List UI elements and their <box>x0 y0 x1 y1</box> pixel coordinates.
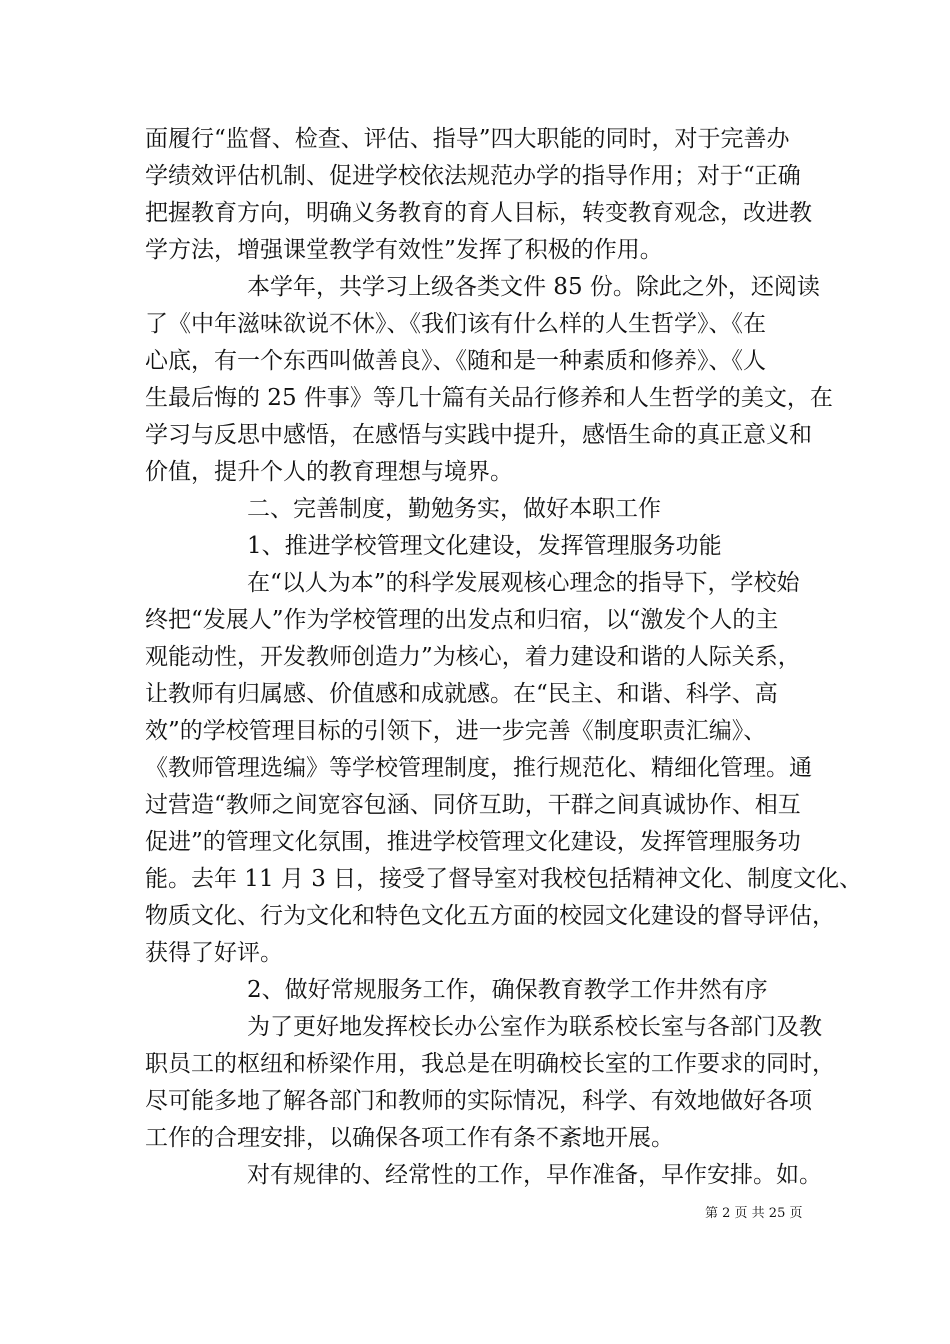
paragraph-line: 为了更好地发挥校长办公室作为联系校长室与各部门及教 <box>247 1014 822 1040</box>
paragraph-line: 工作的合理安排，以确保各项工作有条不紊地开展。 <box>145 1125 674 1151</box>
paragraph-line: 在“以人为本”的科学发展观核心理念的指导下，学校始 <box>247 570 800 596</box>
paragraph-line: 面履行“监督、检查、评估、指导”四大职能的同时，对于完善办 <box>145 126 790 152</box>
paragraph-line: 生最后悔的 25 件事》等几十篇有关品行修养和人生哲学的美文，在 <box>145 385 833 411</box>
subsection-heading: 1、推进学校管理文化建设，发挥管理服务功能 <box>247 533 722 559</box>
paragraph-line: 学方法，增强课堂教学有效性”发挥了积极的作用。 <box>145 237 663 263</box>
paragraph-line: 物质文化、行为文化和特色文化五方面的校园文化建设的督导评估， <box>145 903 835 929</box>
paragraph-line: 让教师有归属感、价值感和成就感。在“民主、和谐、科学、高 <box>145 681 778 707</box>
paragraph-line: 获得了好评。 <box>145 940 283 966</box>
paragraph-line: 本学年，共学习上级各类文件 85 份。除此之外，还阅读 <box>247 274 820 300</box>
paragraph-line: 学习与反思中感悟，在感悟与实践中提升，感悟生命的真正意义和 <box>145 422 812 448</box>
paragraph-line: 把握教育方向，明确义务教育的育人目标，转变教育观念，改进教 <box>145 200 812 226</box>
paragraph-line: 《教师管理选编》等学校管理制度，推行规范化、精细化管理。通 <box>145 755 812 781</box>
paragraph-line: 职员工的枢纽和桥梁作用，我总是在明确校长室的工作要求的同时， <box>145 1051 835 1077</box>
paragraph-line: 学绩效评估机制、促进学校依法规范办学的指导作用；对于“正确 <box>145 163 801 189</box>
paragraph-line: 了《中年滋味欲说不休》、《我们该有什么样的人生哲学》、《在 <box>145 311 766 337</box>
paragraph-line: 效”的学校管理目标的引领下，进一步完善《制度职责汇编》、 <box>145 718 767 744</box>
paragraph-line: 能。去年 11 月 3 日，接受了督导室对我校包括精神文化、制度文化、 <box>145 866 863 892</box>
paragraph-line: 尽可能多地了解各部门和教师的实际情况，科学、有效地做好各项 <box>145 1088 812 1114</box>
paragraph-line: 价值，提升个人的教育理想与境界。 <box>145 459 513 485</box>
paragraph-line: 对有规律的、经常性的工作，早作准备，早作安排。如。 <box>247 1162 822 1188</box>
paragraph-line: 心底，有一个东西叫做善良》、《随和是一种素质和修养》、《人 <box>145 348 766 374</box>
paragraph-line: 过营造“教师之间宽容包涵、同侪互助，干群之间真诚协作、相互 <box>145 792 801 818</box>
paragraph-line: 观能动性，开发教师创造力”为核心，着力建设和谐的人际关系， <box>145 644 801 670</box>
paragraph-line: 终把“发展人”作为学校管理的出发点和归宿，以“激发个人的主 <box>145 607 779 633</box>
paragraph-line: 促进”的管理文化氛围，推进学校管理文化建设，发挥管理服务功 <box>145 829 801 855</box>
section-heading: 二、完善制度，勤勉务实，做好本职工作 <box>247 496 661 522</box>
page-number-footer: 第 2 页 共 25 页 <box>705 1206 803 1221</box>
subsection-heading: 2、做好常规服务工作，确保教育教学工作井然有序 <box>247 977 768 1003</box>
